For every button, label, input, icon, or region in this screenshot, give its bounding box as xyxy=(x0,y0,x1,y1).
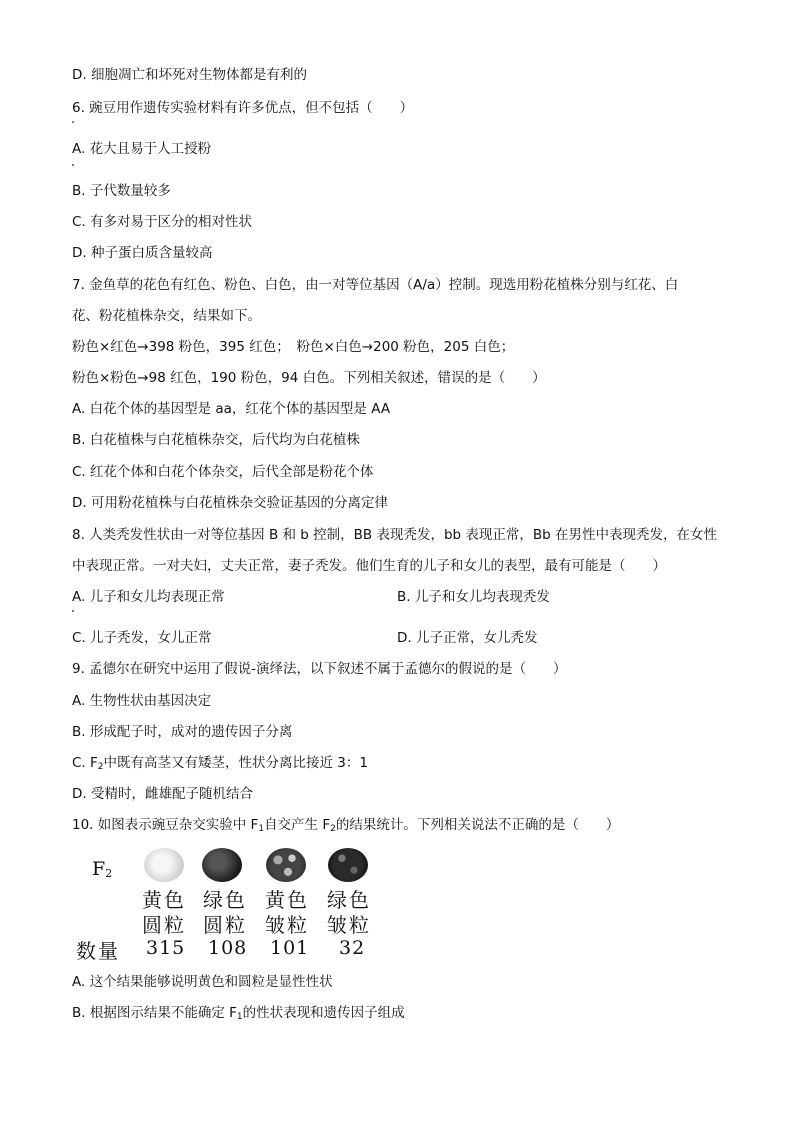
q7-option-b: B. 白花植株与白花植株杂交，后代均为白花植株 xyxy=(72,432,360,448)
q6-option-b: B. 子代数量较多 xyxy=(72,183,171,199)
pea-yellow-round-image xyxy=(144,848,184,882)
q9-option-c: C. $F_2$中既有高茎又有矮茎，性状分离比接近 3：1 xyxy=(72,755,368,772)
shape-label: 皱粒 xyxy=(327,913,371,937)
scan-dot xyxy=(72,164,74,166)
question-6: 6. 豌豆用作遗传实验材料有许多优点，但不包括（ ） xyxy=(72,100,414,116)
shape-label: 皱粒 xyxy=(265,913,309,937)
pea-green-round-image xyxy=(202,848,242,882)
q9-option-b: B. 形成配子时，成对的遗传因子分离 xyxy=(72,724,293,740)
shape-label: 圆粒 xyxy=(203,913,247,937)
question-8-line-1: 8. 人类秃发性状由一对等位基因 B 和 b 控制，BB 表现秃发，bb 表现正常，Bb 在男性中表现秃发，在女性 xyxy=(72,527,718,543)
question-7-line-3: 粉色×红色→398 粉色，395 红色； 粉色×白色→200 粉色，205 白色； xyxy=(72,339,515,355)
q9-option-d: D. 受精时，雌雄配子随机结合 xyxy=(72,786,253,802)
count-value: 315 xyxy=(146,937,186,959)
color-label: 绿色 xyxy=(327,888,371,912)
q6-option-a: A. 花大且易于人工授粉 xyxy=(72,141,212,157)
count-value: 32 xyxy=(339,937,366,959)
q10-option-b: B. 根据图示结果不能确定 $F_1$的性状表现和遗传因子组成 xyxy=(72,1005,405,1022)
pea-yellow-wrinkled-image xyxy=(266,848,306,882)
q8-option-b: B. 儿子和女儿均表现秃发 xyxy=(397,589,550,605)
q6-option-d: D. 种子蛋白质含量较高 xyxy=(72,245,213,261)
color-label: 黄色 xyxy=(265,888,309,912)
question-7-line-4: 粉色×粉色→98 红色，190 粉色，94 白色。下列相关叙述，错误的是（ ） xyxy=(72,370,546,386)
count-value: 101 xyxy=(270,937,310,959)
question-10: 10. 如图表示豌豆杂交实验中 $F_1$自交产生 $F_2$的结果统计。下列相关说法不正确的是（ ） xyxy=(72,817,620,834)
scan-dot xyxy=(72,121,74,123)
q7-option-c: C. 红花个体和白花个体杂交，后代全部是粉花个体 xyxy=(72,464,374,480)
q7-option-a: A. 白花个体的基因型是 aa，红花个体的基因型是 AA xyxy=(72,401,391,417)
color-label: 绿色 xyxy=(203,888,247,912)
pea-green-wrinkled-image xyxy=(328,848,368,882)
question-9: 9. 孟德尔在研究中运用了假说-演绎法，以下叙述不属于孟德尔的假说的是（ ） xyxy=(72,661,567,677)
count-value: 108 xyxy=(208,937,248,959)
q9-option-a: A. 生物性状由基因决定 xyxy=(72,693,212,709)
count-label: 数量 xyxy=(76,939,120,963)
f2-result-figure xyxy=(76,846,406,962)
option-d-q5: D. 细胞凋亡和坏死对生物体都是有利的 xyxy=(72,67,307,83)
question-8-line-2: 中表现正常。一对夫妇，丈夫正常，妻子秃发。他们生育的儿子和女儿的表型，最有可能是（ ） xyxy=(72,558,666,574)
q8-option-c: C. 儿子秃发，女儿正常 xyxy=(72,630,212,646)
q6-option-c: C. 有多对易于区分的相对性状 xyxy=(72,214,253,230)
question-7-line-2: 花、粉花植株杂交，结果如下。 xyxy=(72,308,261,324)
q7-option-d: D. 可用粉花植株与白花植株杂交验证基因的分离定律 xyxy=(72,495,388,511)
shape-label: 圆粒 xyxy=(142,913,186,937)
color-label: 黄色 xyxy=(142,888,186,912)
f2-label: $F_2$ xyxy=(92,858,113,880)
q10-option-a: A. 这个结果能够说明黄色和圆粒是显性性状 xyxy=(72,974,333,990)
question-7-line-1: 7. 金鱼草的花色有红色、粉色、白色，由一对等位基因（A/a）控制。现选用粉花植株分别与红花、白 xyxy=(72,277,679,293)
q8-option-d: D. 儿子正常，女儿秃发 xyxy=(397,630,538,646)
scan-dot xyxy=(72,610,74,612)
q8-option-a: A. 儿子和女儿均表现正常 xyxy=(72,589,225,605)
